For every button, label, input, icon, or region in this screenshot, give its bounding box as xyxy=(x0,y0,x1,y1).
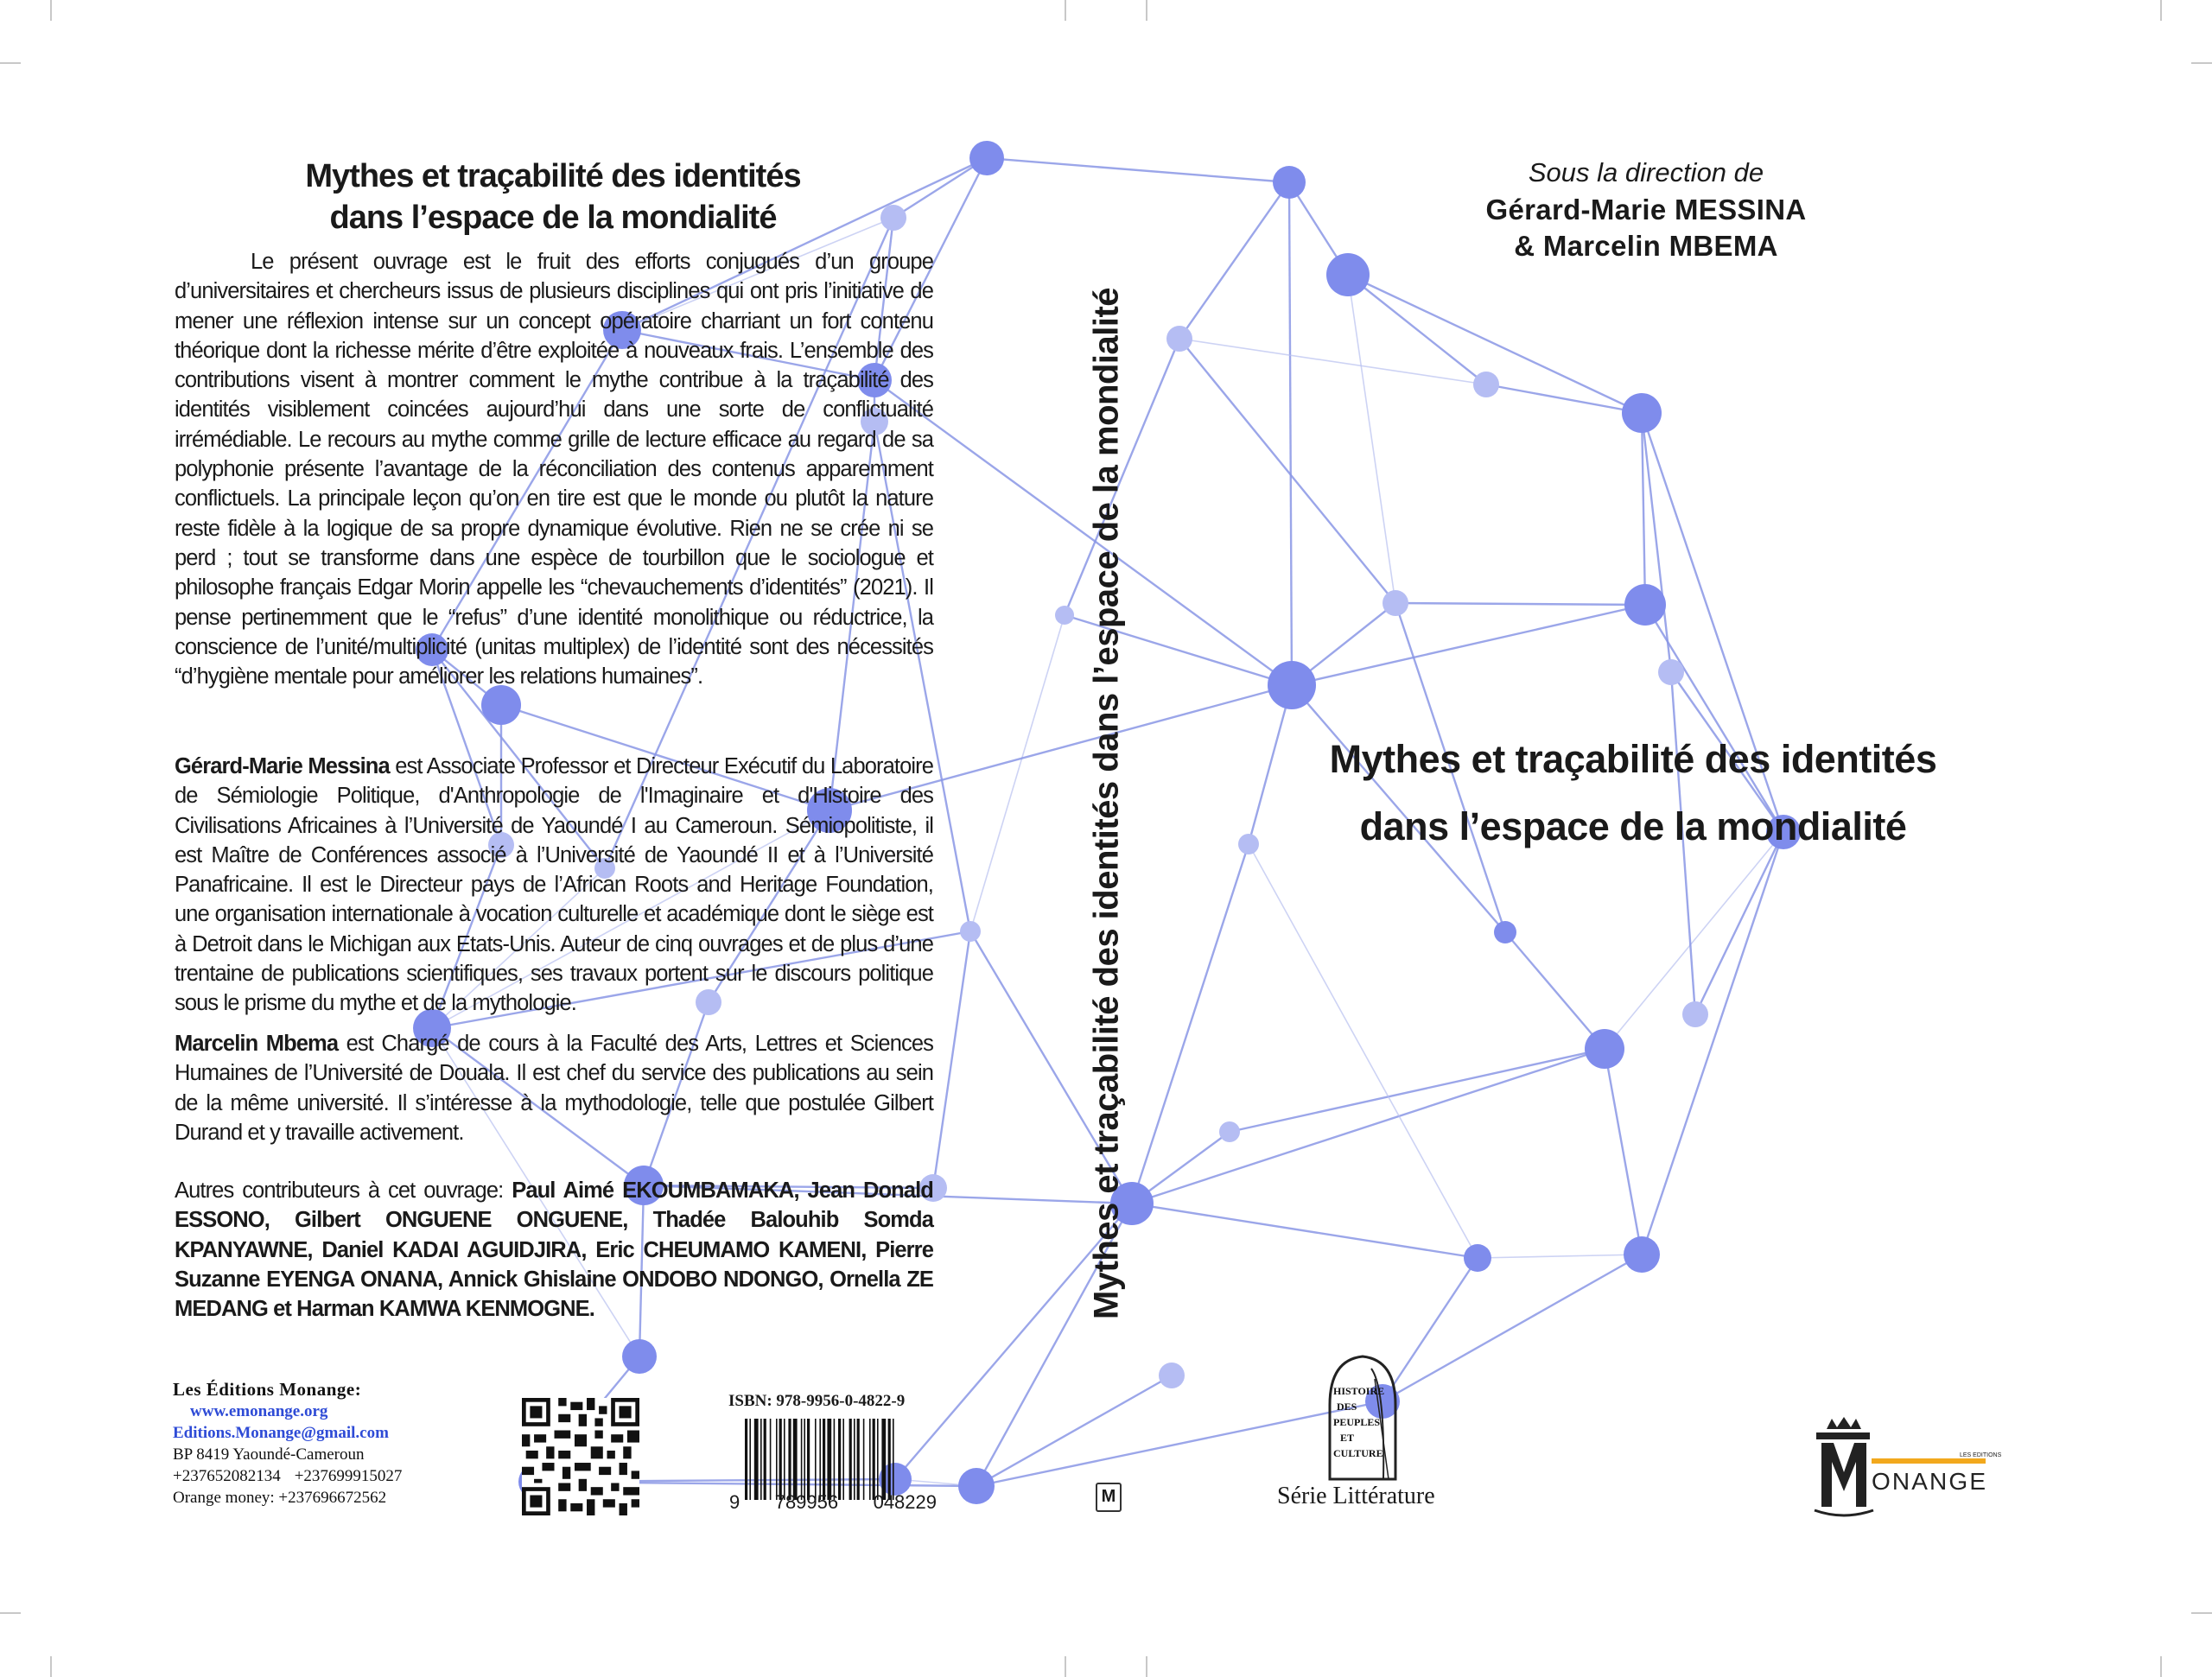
network-node xyxy=(1624,1236,1660,1273)
back-title-line2: dans l’espace de la mondialité xyxy=(329,200,777,236)
network-edge xyxy=(1486,384,1642,413)
publisher-address: BP 8419 Yaoundé-Cameroun xyxy=(173,1445,365,1464)
spine-logo-icon: M xyxy=(1096,1483,1122,1512)
contributors-label: Autres contributeurs à cet ouvrage: xyxy=(175,1178,512,1203)
series-logo-text: HISTOIRE xyxy=(1333,1385,1385,1397)
summary-text: Le présent ouvrage est le fruit des efforts conjugués d’un groupe d’universitaires et chercheurs issus de plusieurs disciplines qui ont pris l’initiative de mener une réflexion intense sur un concept opératoire charriant un fort contenu théorique dont la richesse mérite d’être exploitée à nouveaux frais. L’ensemble des contributions visent à montrer comment le mythe contribue à la traçabilité des identités visiblement coincées aujourd’hui dans une sorte de conflictualité irrémédiable. Le recours au mythe comme grille de lecture efficace au regard de sa polyphonie présente l’avantage de la réconciliation des contenus apparemment conflictuels. La principale leçon qu’on en tire est que le monde ou plutôt la nature reste fidèle à la logique de sa propre dynamique évolutive. Rien ne se crée ni se perd ; tout se transforme dans une espèce de tourbillon que le sociologue et philosophe français Edgar Morin appelle les “chevauchements d’identités” (2021). Il pense pertinemment que le “refus” d’une identité monolithique ou réductrice, la conscience de l’unité/multiplicité (unitas multiplex) de l’identité sont des nécessités “d’hygiène mentale pour améliorer les relations humaines”. xyxy=(175,250,933,689)
network-edge xyxy=(1382,1255,1642,1401)
series-label: Série Littérature xyxy=(1277,1483,1435,1509)
network-edge xyxy=(1289,182,1292,685)
network-node xyxy=(1585,1029,1624,1069)
publisher-phone1: +237652082134 xyxy=(173,1467,281,1485)
series-logo-text: PEUPLES xyxy=(1333,1416,1381,1428)
series-logo-text: CULTURE xyxy=(1333,1447,1383,1459)
editors-block xyxy=(1417,154,1875,264)
network-node xyxy=(1219,1121,1240,1142)
mbema-bio-paragraph xyxy=(175,1029,933,1147)
qr-code-icon xyxy=(522,1398,639,1515)
publisher-orange-money: Orange money: +237696672562 xyxy=(173,1489,387,1507)
logo-small-text: LES EDITIONS xyxy=(1960,1452,2002,1458)
network-edge xyxy=(1179,182,1289,339)
network-edge xyxy=(1505,932,1605,1049)
network-node xyxy=(1658,659,1684,685)
spine xyxy=(1022,285,1192,1322)
network-node xyxy=(1624,584,1666,626)
logo-main-text: ONANGE xyxy=(1872,1468,1986,1495)
network-edge xyxy=(1605,1049,1642,1255)
front-title-line2: dans l’espace de la mondialité xyxy=(1359,804,1907,848)
publisher-phone2: +237699915027 xyxy=(294,1467,403,1485)
barcode-digits xyxy=(729,1491,937,1514)
barcode-digit-group: 789956 xyxy=(774,1491,839,1513)
editor-name: Gérard-Marie MESSINA xyxy=(1485,194,1807,226)
back-title-line1: Mythes et traçabilité des identités xyxy=(305,158,801,194)
series-logo-text: DES xyxy=(1337,1401,1357,1413)
contributors-list: Paul Aimé EKOUMBAMAKA, Jean Donald ESSONO, Gilbert ONGUENE ONGUENE, Thadée Balouhib Somda KPANYAWNE, Daniel KADAI AGUIDJIRA, Eric CHEUMAMO KAMENI, Pierre Suzanne EYENGA ONANA, Annick Ghislaine ONDOBO NDONGO, Ornella ZE MEDANG et Harman KAMWA KENMOGNE. xyxy=(175,1178,933,1322)
network-edge xyxy=(987,158,1289,182)
series-logo-icon xyxy=(1319,1353,1406,1483)
network-edge xyxy=(1292,605,1645,685)
messina-bio-paragraph xyxy=(175,752,933,1019)
network-edge xyxy=(1249,844,1478,1258)
network-node xyxy=(1473,372,1499,397)
network-edge xyxy=(1230,1049,1605,1132)
messina-name: Gérard-Marie Messina xyxy=(175,754,390,778)
series-logo-text: ET xyxy=(1340,1432,1355,1444)
barcode-icon xyxy=(745,1419,933,1500)
network-edge xyxy=(933,931,970,1188)
publisher-info xyxy=(173,1379,402,1509)
network-node xyxy=(1273,166,1306,199)
network-edge xyxy=(1642,413,1671,672)
publisher-email[interactable]: Editions.Monange@gmail.com xyxy=(173,1424,389,1442)
barcode-digit-group: 048229 xyxy=(873,1491,937,1513)
publisher-website[interactable]: www.emonange.org xyxy=(190,1402,328,1420)
network-node xyxy=(1268,661,1316,709)
network-node xyxy=(969,141,1004,175)
mbema-name: Marcelin Mbema xyxy=(175,1032,339,1056)
isbn-label: ISBN: 978-9956-0-4822-9 xyxy=(728,1392,906,1410)
network-node xyxy=(1464,1244,1491,1272)
network-edge xyxy=(1132,1049,1605,1204)
back-cover-title xyxy=(173,156,933,238)
network-node xyxy=(1622,393,1662,433)
publisher-name: Les Éditions Monange: xyxy=(173,1379,362,1400)
network-edge xyxy=(1642,832,1783,1255)
contributors-paragraph xyxy=(175,1176,933,1324)
network-node xyxy=(1382,590,1408,616)
direction-label: Sous la direction de xyxy=(1528,157,1764,187)
network-edge xyxy=(1395,603,1645,605)
network-node xyxy=(1159,1363,1185,1388)
network-edge xyxy=(1478,1255,1642,1258)
front-cover-title xyxy=(1244,726,2022,861)
network-node xyxy=(1682,1001,1708,1027)
network-node xyxy=(1494,921,1516,943)
network-node xyxy=(622,1339,657,1374)
monange-logo-icon xyxy=(1809,1417,2002,1522)
network-edge xyxy=(1179,339,1486,384)
mbema-bio: est Chargé de cours à la Faculté des Arts, Lettres et Sciences Humaines de l’Université de Douala. Il est chef du service des publications au sein de la même université. Il s’intéresse à la mythodologie, telle que postulée Gilbert Durand et y travaille activement. xyxy=(175,1032,933,1145)
summary-paragraph xyxy=(175,247,933,691)
editor-name: & Marcelin MBEMA xyxy=(1514,230,1778,262)
network-node xyxy=(958,1468,995,1504)
network-node xyxy=(1326,253,1370,296)
network-node xyxy=(960,921,981,942)
messina-bio: est Associate Professor et Directeur Exécutif du Laboratoire de Sémiologie Politique, d'Anthropologie de l'Imaginaire et d'Histoire des Civilisations Africaines à l’Université de Yaoundé I au Cameroun. Sémiopolitiste, il est Maître de Conférences associé à l’Université de Yaoundé II et à l’Université Panafricaine. Il est le Directeur pays de l’African Roots and Heritage Foundation, une organisation internationale à vocation culturelle et académique dont le siège est à Detroit dans le Michigan aux Etats-Unis. Auteur de cinq ouvrages et de plus d’une trentaine de publications scientifiques, ses travaux portent sur le discours politique sous le prisme du mythe et de la mythologie. xyxy=(175,754,933,1016)
spine-title: Mythes et traçabilité des identités dans l’espace de la mondialité xyxy=(1087,287,1126,1320)
barcode-digit-group: 9 xyxy=(729,1491,741,1513)
front-title-line1: Mythes et traçabilité des identités xyxy=(1329,737,1937,781)
